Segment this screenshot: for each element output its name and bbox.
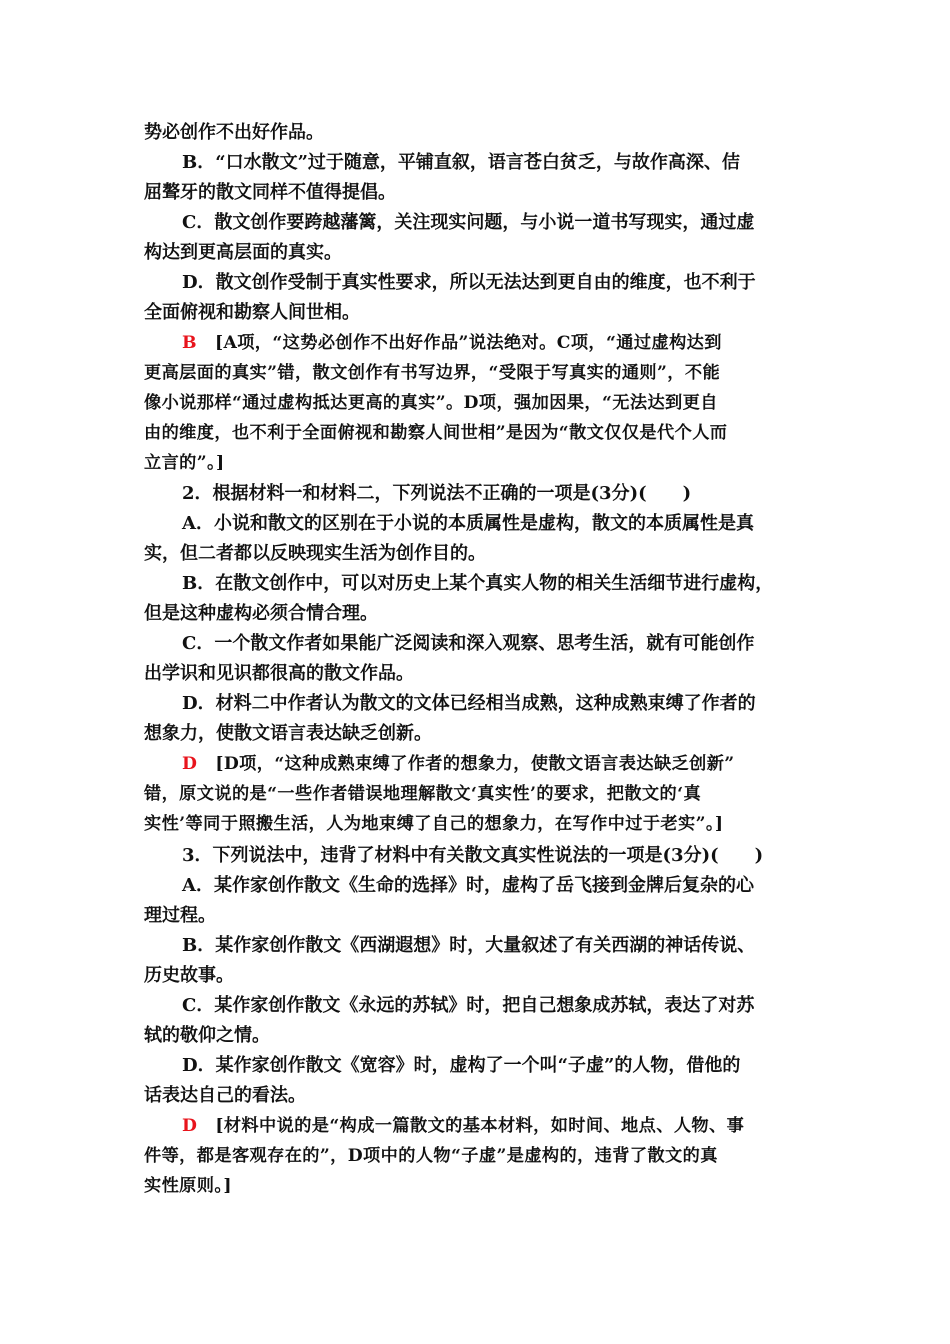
q3-answer: D: [182, 1116, 198, 1136]
q2-option-a-line1: A．小说和散文的区别在于小说的本质属性是虚构，散文的本质属性是真: [182, 513, 754, 534]
q1-explanation-line4: 由的维度，也不利于全面俯视和勘察人间世相”是因为“散文仅仅是代个人而: [144, 423, 728, 443]
q3-option-d-line2: 话表达自己的看法。: [144, 1085, 306, 1106]
q3-option-b-line1: B．某作家创作散文《西湖遐想》时，大量叙述了有关西湖的神话传说、: [182, 935, 756, 956]
q3-explanation-line2: 件等，都是客观存在的”，D项中的人物“子虚”是虚构的，违背了散文的真: [144, 1146, 718, 1166]
q1-answer: B: [182, 333, 197, 353]
q3-stem: 3．下列说法中，违背了材料中有关散文真实性说法的一项是(3分)( ): [182, 845, 764, 866]
q3-option-d-line1: D．某作家创作散文《宽容》时，虚构了一个叫“子虚”的人物，借他的: [182, 1055, 741, 1076]
q2-stem: 2．根据材料一和材料二，下列说法不正确的一项是(3分)( ): [182, 483, 692, 504]
q2-option-b-line1: B．在散文创作中，可以对历史上某个真实人物的相关生活细节进行虚构，: [182, 573, 774, 594]
q2-explanation-line1: D [D项，“这种成熟束缚了作者的想象力，使散文语言表达缺乏创新”: [182, 754, 735, 774]
q1-explanation-line2: 更高层面的真实”错，散文创作有书写边界，“受限于写真实的通则”，不能: [144, 363, 721, 383]
q1-explanation-line5: 立言的”。]: [144, 453, 225, 473]
q3-explanation-line3: 实性原则。]: [144, 1176, 232, 1196]
q2-option-b-line2: 但是这种虚构必须合情合理。: [144, 603, 378, 624]
q2-option-a-line2: 实，但二者都以反映现实生活为创作目的。: [144, 543, 486, 564]
q2-option-c-line1: C．一个散文作者如果能广泛阅读和深入观察、思考生活，就有可能创作: [182, 633, 755, 654]
q1-option-b-line2: 屈聱牙的散文同样不值得提倡。: [144, 182, 396, 203]
q2-answer: D: [182, 754, 198, 774]
q1-option-c-line1: C．散文创作要跨越藩篱，关注现实问题，与小说一道书写现实，通过虚: [182, 212, 755, 233]
q3-explanation-line1: D [材料中说的是“构成一篇散文的基本材料，如时间、地点、人物、事: [182, 1116, 745, 1136]
q1-lead-line: 势必创作不出好作品。: [144, 122, 324, 143]
q2-explanation-line3: 实性’等同于照搬生活，人为地束缚了自己的想象力，在写作中过于老实”。]: [144, 814, 724, 834]
q2-option-d-line2: 想象力，使散文语言表达缺乏创新。: [144, 723, 432, 744]
q2-explanation-line2: 错，原文说的是“一些作者错误地理解散文‘真实性’的要求，把散文的‘真: [144, 784, 702, 804]
q2-option-d-line1: D．材料二中作者认为散文的文体已经相当成熟，这种成熟束缚了作者的: [182, 693, 756, 714]
q1-explanation-line3: 像小说那样“通过虚构抵达更高的真实”。D项，强加因果，“无法达到更自: [144, 393, 718, 413]
q1-option-d-line2: 全面俯视和勘察人间世相。: [144, 302, 360, 323]
q1-explanation-line1: B [A项，“这势必创作不出好作品”说法绝对。C项，“通过虚构达到: [182, 333, 722, 353]
q1-option-d-line1: D．散文创作受制于真实性要求，所以无法达到更自由的维度，也不利于: [182, 272, 756, 293]
q3-option-a-line1: A．某作家创作散文《生命的选择》时，虚构了岳飞接到金牌后复杂的心: [182, 875, 754, 896]
q3-option-b-line2: 历史故事。: [144, 965, 234, 986]
q3-option-a-line2: 理过程。: [144, 905, 216, 926]
q1-option-c-line2: 构达到更高层面的真实。: [144, 242, 342, 263]
q2-option-c-line2: 出学识和见识都很高的散文作品。: [144, 663, 414, 684]
q1-option-b-line1: B．“口水散文”过于随意，平铺直叙，语言苍白贫乏，与故作高深、佶: [182, 152, 740, 173]
q3-option-c-line1: C．某作家创作散文《永远的苏轼》时，把自己想象成苏轼，表达了对苏: [182, 995, 755, 1016]
q3-option-c-line2: 轼的敬仰之情。: [144, 1025, 270, 1046]
